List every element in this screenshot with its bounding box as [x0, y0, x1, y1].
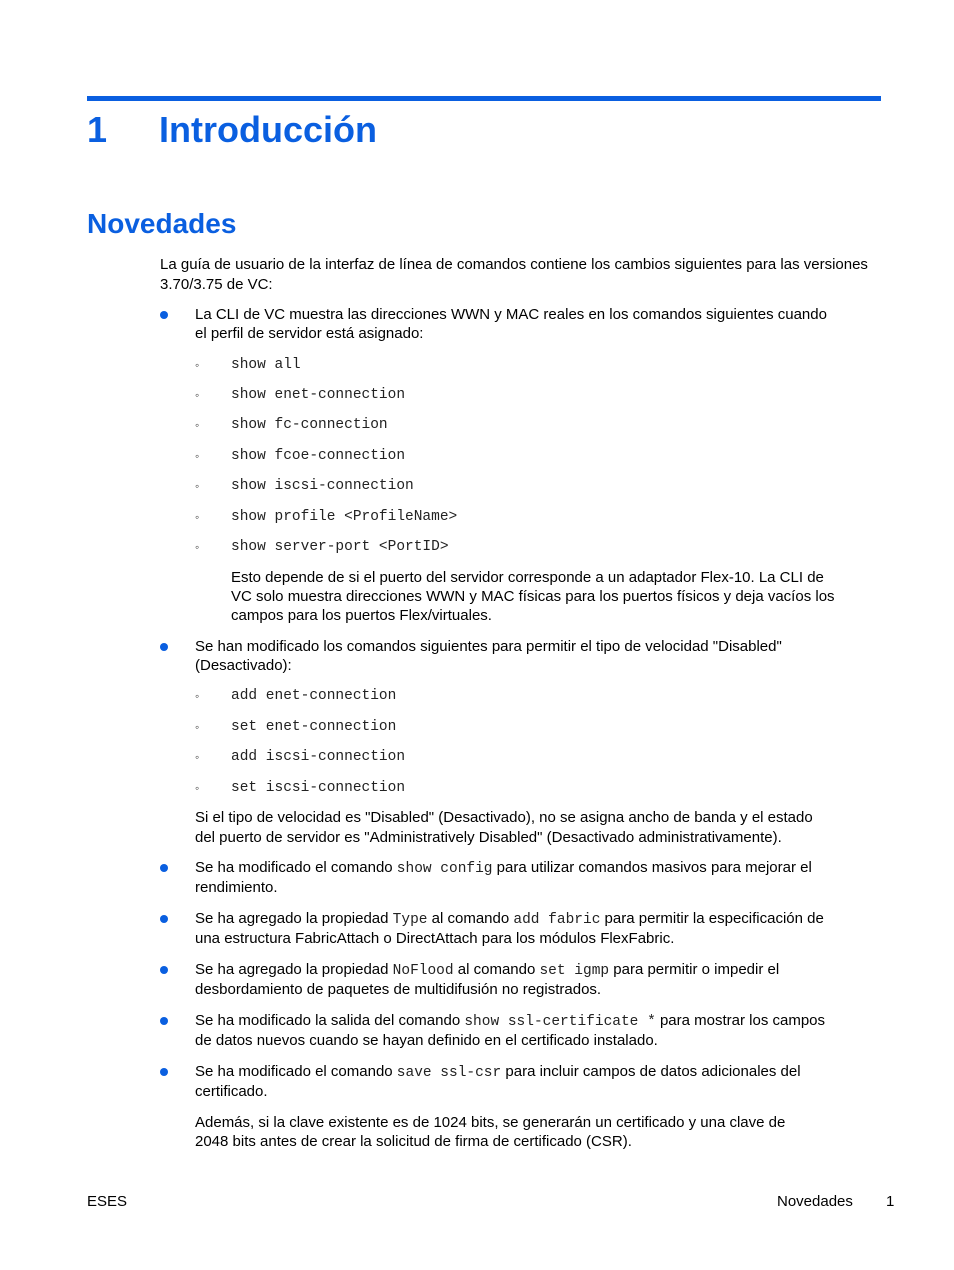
item7-text: para incluir campos de datos adicionales del	[501, 1063, 801, 1080]
item1-line1: La CLI de VC muestra las direcciones WWN y MAC reales en los comandos siguientes cuando	[195, 306, 827, 323]
item5-text: para permitir o impedir el	[609, 961, 780, 978]
item3-line2: rendimiento.	[195, 879, 278, 896]
inline-code: add fabric	[513, 912, 601, 928]
circle-bullet-icon: ◦	[195, 418, 200, 432]
item2-note-line1: Si el tipo de velocidad es "Disabled" (Desactivado), no se asigna ancho de banda y el estado	[195, 809, 813, 826]
circle-bullet-icon: ◦	[195, 781, 200, 795]
bullet-icon	[160, 1068, 168, 1076]
item4-text: al comando	[427, 910, 514, 927]
chapter-title: Introducción	[159, 109, 377, 150]
item7-note-line2: 2048 bits antes de crear la solicitud de firma de certificado (CSR).	[195, 1133, 632, 1150]
intro-paragraph: La guía de usuario de la interfaz de línea de comandos contiene los cambios siguientes para las versiones 3.70/3.75 de VC:	[160, 256, 868, 293]
item2-note-line2: del puerto de servidor es "Administratively Disabled" (Desactivado administrativamente).	[195, 829, 782, 846]
command-item: show iscsi-connection	[231, 478, 414, 494]
section-title: Novedades	[87, 208, 237, 239]
item6-line1	[195, 1011, 825, 1032]
item4-line1	[195, 909, 824, 930]
circle-bullet-icon: ◦	[195, 449, 200, 463]
item7-text: Se ha modificado el comando	[195, 1063, 397, 1080]
circle-bullet-icon: ◦	[195, 479, 200, 493]
command-item: show server-port <PortID>	[231, 539, 449, 555]
item5-line2: desbordamiento de paquetes de multidifusión no registrados.	[195, 981, 602, 998]
item2-line2: (Desactivado):	[195, 657, 292, 674]
item4-text: Se ha agregado la propiedad	[195, 910, 393, 927]
inline-code: save ssl-csr	[396, 1065, 502, 1081]
command-item: show fcoe-connection	[231, 448, 406, 464]
inline-code: show config	[396, 861, 493, 877]
item2-line1: Se han modificado los comandos siguientes para permitir el tipo de velocidad "Disabled"	[195, 638, 782, 655]
circle-bullet-icon: ◦	[195, 720, 200, 734]
item3-text: Se ha modificado el comando	[195, 859, 397, 876]
circle-bullet-icon: ◦	[195, 750, 200, 764]
command-item: show enet-connection	[231, 387, 406, 403]
command-item: add enet-connection	[231, 688, 397, 704]
command-item: add iscsi-connection	[231, 749, 406, 765]
command-item: set enet-connection	[231, 719, 397, 735]
item6-text: para mostrar los campos	[655, 1012, 826, 1029]
inline-code: Type	[392, 912, 428, 928]
item7-note-line1: Además, si la clave existente es de 1024 bits, se generarán un certificado y una clave de	[195, 1114, 786, 1131]
item1-note-line2: VC solo muestra direcciones WWN y MAC físicas para los puertos físicos y deja vacíos los	[231, 588, 835, 605]
item6-text: Se ha modificado la salida del comando	[195, 1012, 465, 1029]
item1-note-line3: campos para los puertos Flex/virtuales.	[231, 607, 492, 624]
item5-line1	[195, 960, 779, 981]
inline-code: NoFlood	[392, 963, 454, 979]
bullet-icon	[160, 966, 168, 974]
command-item: set iscsi-connection	[231, 780, 406, 796]
bullet-icon	[160, 311, 168, 319]
item3-text: para utilizar comandos masivos para mejorar el	[492, 859, 812, 876]
command-item: show all	[231, 357, 301, 373]
item5-text: Se ha agregado la propiedad	[195, 961, 393, 978]
bullet-icon	[160, 643, 168, 651]
item3-line1	[195, 858, 812, 879]
item7-line2: certificado.	[195, 1083, 268, 1100]
item6-line2: de datos nuevos cuando se hayan definido en el certificado instalado.	[195, 1032, 658, 1049]
inline-code: set igmp	[539, 963, 610, 979]
command-item: show profile <ProfileName>	[231, 509, 458, 525]
footer-locale: ESES	[87, 1193, 128, 1210]
item1-line2: el perfil de servidor está asignado:	[195, 325, 424, 342]
circle-bullet-icon: ◦	[195, 689, 200, 703]
bullet-icon	[160, 1017, 168, 1025]
bullet-icon	[160, 915, 168, 923]
circle-bullet-icon: ◦	[195, 540, 200, 554]
item4-line2: una estructura FabricAttach o DirectAttach para los módulos FlexFabric.	[195, 930, 675, 947]
item7-line1	[195, 1062, 801, 1083]
circle-bullet-icon: ◦	[195, 510, 200, 524]
footer-page-number: 1	[886, 1193, 895, 1210]
bullet-icon	[160, 864, 168, 872]
chapter-number: 1	[87, 109, 108, 150]
circle-bullet-icon: ◦	[195, 358, 200, 372]
footer-section: Novedades	[777, 1193, 853, 1210]
inline-code: show ssl-certificate *	[464, 1014, 656, 1030]
item4-text: para permitir la especificación de	[600, 910, 824, 927]
chapter-rule	[87, 96, 881, 101]
command-item: show fc-connection	[231, 417, 388, 433]
item1-note-line1: Esto depende de si el puerto del servidor corresponde a un adaptador Flex-10. La CLI de	[231, 569, 824, 586]
circle-bullet-icon: ◦	[195, 388, 200, 402]
item5-text: al comando	[453, 961, 540, 978]
